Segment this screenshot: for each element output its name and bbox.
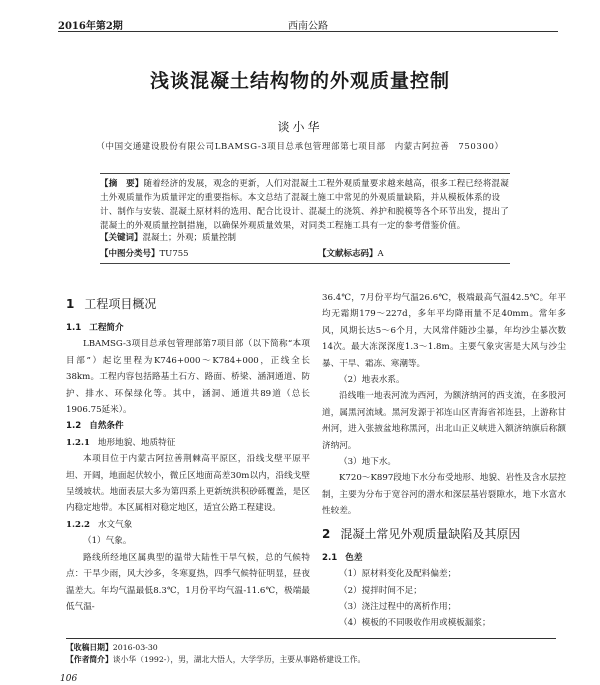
running-head [58, 12, 558, 32]
paragraph: 36.4℃，7月份平均气温26.6℃，极端最高气温42.5℃。年平均无霜期179～227d，多年平均降雨量不足40mm。常年多风，风期长达5～6个月，大风常伴随沙尘暴，年均沙尘暴次数14次。最大冻深深度1.3～1.8m。主要气象灾害是大风与沙尘暴、干旱、霜冻、寒潮等。 [322, 293, 566, 369]
section-title: 工程项目概况 [84, 297, 157, 311]
paragraph: 沿线唯一地表河流为西河，为额济纳河的西支流，在多股河道，属黑河流域。黑河发源于祁连山区青海省祁连县，上游称甘州河，进入张掖盆地称黑河，出北山正义峡进入额济纳旗后称额济纳河。 [322, 391, 566, 451]
section-2-heading [322, 522, 566, 546]
section-1-heading [66, 292, 310, 316]
journal-name: 西南公路 [288, 21, 328, 32]
clc-value: TU755 [159, 249, 189, 259]
issue-label: 2016年第2期 [58, 21, 123, 32]
abstract-label: 【摘 要】 [100, 179, 144, 189]
document-code [318, 247, 384, 259]
article-author: 谈小华 [277, 120, 323, 134]
paragraph: K720～K897段地下水分布受地形、地貌、岩性及含水层控制，主要为分布于宽谷河的潜水和深层基岩裂隙水，地下水富水性较差。 [322, 473, 566, 517]
subsection-number: 1.2 [66, 421, 82, 432]
subsection-title: 自然条件 [89, 421, 124, 432]
subsection-number: 2.1 [322, 552, 338, 563]
subsection-1-2-2-heading [66, 517, 310, 533]
clc-label: 【中图分类号】 [100, 249, 160, 259]
article-title: 浅谈混凝土结构物的外观质量控制 [149, 70, 450, 92]
subsection-1-2-heading [66, 418, 310, 434]
classification-line [100, 247, 510, 261]
author-bio-label: 【作者简介】 [66, 655, 113, 664]
clc-number [100, 247, 189, 259]
paragraph: LBAMSG-3项目总承包管理部第7项目部（以下简称“本项目部”）起讫里程为K746+000～K784+000，正线全长38km。工程内容包括路基土石方、路面、桥梁、涵洞通道、防护、排水、环保绿化等。其中，涵洞、通道共89道（总长1906.75延米）。 [66, 339, 310, 416]
subsection-1-2-1-heading [66, 435, 310, 451]
keywords-text: 混凝土；外观；质量控制 [142, 233, 237, 243]
subsection-number: 1.2.1 [66, 437, 90, 448]
section-number: 1 [66, 297, 75, 311]
footnote-rule [66, 638, 556, 639]
abstract-top-rule [100, 173, 510, 174]
keywords-label: 【关键词】 [100, 233, 143, 243]
received-label: 【收稿日期】 [66, 643, 113, 652]
header-rule [58, 31, 558, 32]
list-item: （2）地表水系。 [339, 375, 405, 386]
paragraph: 路线所经地区属典型的温带大陆性干旱气候，总的气候特点：干旱少雨，风大沙多，冬寒夏热，四季气候特征明显，昼夜温差大。年均气温最低8.3℃，1月份平均气温-11.6℃，极端最低气温- [66, 552, 310, 612]
list-item: （1）原材料变化及配料偏差； [339, 569, 457, 580]
abstract-block [100, 177, 510, 233]
author-bio [66, 654, 556, 666]
doc-code-label: 【文献标志码】 [318, 249, 378, 259]
author-affiliation: （中国交通建设股份有限公司LBAMSG-3项目总承包管理部第七项目部 内蒙古阿拉善 750300） [96, 142, 504, 152]
doc-code-value: A [377, 249, 384, 259]
keywords-block [100, 231, 510, 243]
abstract-bottom-rule [100, 263, 510, 264]
author-bio-value: 谈小华（1992-），男，湖北大悟人，大学学历，主要从事路桥建设工作。 [112, 655, 366, 664]
subsection-title: 工程简介 [89, 323, 124, 333]
paragraph: 本项目位于内蒙古阿拉善荆棘高平原区，沿线戈壁平原平坦、开阔，地面起伏较小，微丘区地面高差30m以内，沿线戈壁呈缓坡状。地面表层大多为第四系上更新统洪积砂砾覆盖，是区内稳定地带。本区属相对稳定地区，适宜公路工程建设。 [66, 454, 310, 514]
abstract-text: 随着经济的发展，观念的更新，人们对混凝土工程外观质量要求越来越高，很多工程已经将混凝土外观质量作为质量评定的重要指标。本文总结了混凝土施工中常见的外观质量缺陷，并从模板体系的设计、制作与安装、混凝土原材料的选用、配合比设计、混凝土的浇筑、养护和脱模等各个环节出发，提出了混凝土的外观质量控制措施，以确保外观质量效果，对同类工程施工具有一定的参考借鉴价值。 [100, 179, 509, 231]
section-title: 混凝土常见外观质量缺陷及其原因 [340, 526, 521, 541]
list-item: （1）气象。 [83, 536, 132, 547]
right-column [322, 290, 566, 632]
subsection-title: 色差 [345, 552, 363, 563]
page-number: 106 [60, 674, 78, 684]
list-item: （3）浇注过程中的离析作用； [339, 601, 457, 612]
list-item: （3）地下水。 [339, 457, 397, 468]
left-column [66, 290, 310, 615]
received-date [66, 642, 556, 654]
subsection-title: 水文气象 [97, 519, 133, 530]
subsection-2-1-heading [322, 550, 566, 566]
subsection-title: 地形地貌、地质特征 [97, 437, 176, 448]
received-value: 2016-03-30 [112, 643, 158, 652]
list-item: （2）搅拌时间不足； [339, 585, 422, 596]
subsection-number: 1.1 [66, 323, 82, 333]
list-item: （4）模板的不同吸收作用或模板漏浆； [339, 618, 491, 629]
subsection-1-1-heading [66, 320, 310, 336]
subsection-number: 1.2.2 [66, 519, 90, 530]
footnotes [66, 642, 556, 666]
section-number: 2 [322, 526, 331, 541]
